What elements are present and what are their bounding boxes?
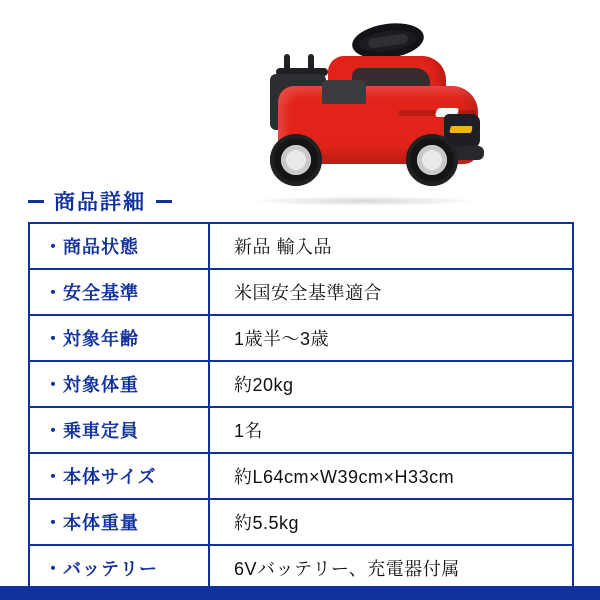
spec-value-body-size: 約L64cm×W39cm×H33cm [209,453,573,499]
car-front-wheel [406,134,458,186]
spec-label-battery: ・バッテリー [29,545,209,591]
heading-dash-left [28,200,44,203]
spec-value-target-weight: 約20kg [209,361,573,407]
table-row [29,361,573,407]
table-row [29,269,573,315]
spec-label-target-weight: ・対象体重 [29,361,209,407]
spec-label-safety-standard: ・安全基準 [29,269,209,315]
spec-value-product-condition: 新品 輸入品 [209,223,573,269]
car-rear-wheel [270,134,322,186]
spec-label-capacity: ・乗車定員 [29,407,209,453]
table-row [29,315,573,361]
table-row [29,453,573,499]
spec-label-body-size: ・本体サイズ [29,453,209,499]
heading-dash-right [156,200,172,203]
heading-label: 商品詳細 [54,191,146,214]
table-row [29,545,573,591]
spec-value-target-age: 1歳半〜3歳 [209,315,573,361]
spec-value-capacity: 1名 [209,407,573,453]
spec-label-body-weight: ・本体重量 [29,499,209,545]
table-row [29,223,573,269]
page-title [28,186,172,216]
car-seat [322,80,366,104]
spec-value-safety-standard: 米国安全基準適合 [209,269,573,315]
spec-label-product-condition: ・商品状態 [29,223,209,269]
spec-label-target-age: ・対象年齢 [29,315,209,361]
table-row [29,499,573,545]
spec-table [28,222,574,592]
car-shadow [246,196,482,206]
bottom-accent-bar [0,586,600,600]
ride-on-car-illustration [248,28,488,208]
table-row [29,407,573,453]
spec-value-body-weight: 約5.5kg [209,499,573,545]
spec-value-battery: 6Vバッテリー、充電器付属 [209,545,573,591]
